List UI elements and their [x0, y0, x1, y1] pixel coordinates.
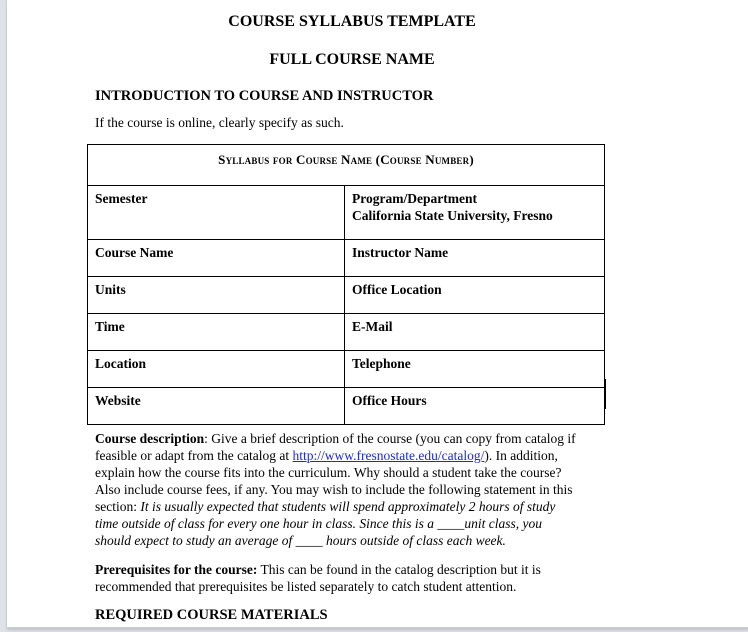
table-row	[88, 388, 605, 425]
office-hours-cell[interactable]: Office Hours	[345, 388, 605, 425]
office-location-cell[interactable]: Office Location	[345, 277, 605, 314]
units-cell[interactable]: Units	[88, 277, 345, 314]
course-description-label: Course description	[95, 431, 205, 446]
materials-heading: REQUIRED COURSE MATERIALS	[95, 607, 328, 623]
email-cell[interactable]: E-Mail	[345, 314, 605, 351]
program-department-cell[interactable]	[345, 186, 605, 240]
prerequisites-line: This can be found in the catalog description but it is	[257, 562, 541, 577]
table-row	[88, 186, 605, 240]
course-description-line: ). In addition,	[484, 448, 558, 463]
time-cell[interactable]: Time	[88, 314, 345, 351]
course-name-cell[interactable]: Course Name	[88, 240, 345, 277]
course-description-line: explain how the course fits into the curriculum. Why should a student take the course?	[95, 465, 562, 480]
prerequisites-label: Prerequisites for the course:	[95, 562, 258, 577]
study-statement-line: should expect to study an average of ____ hours outside of class each week.	[95, 533, 506, 548]
text-cursor	[604, 379, 606, 409]
document-page[interactable]	[6, 0, 748, 628]
course-description-line: : Give a brief description of the course (you can copy from catalog if	[204, 431, 576, 446]
catalog-link[interactable]: http://www.fresnostate.edu/catalog/	[292, 448, 485, 463]
syllabus-table-caption: Syllabus for Course Name (Course Number)	[88, 145, 605, 186]
semester-cell[interactable]: Semester	[88, 186, 345, 240]
prerequisites-paragraph[interactable]	[95, 561, 615, 595]
document-title: COURSE SYLLABUS TEMPLATE	[228, 13, 476, 30]
instructor-name-cell[interactable]: Instructor Name	[345, 240, 605, 277]
intro-note: If the course is online, clearly specify as such.	[95, 115, 344, 130]
website-cell[interactable]: Website	[88, 388, 345, 425]
table-row	[88, 351, 605, 388]
study-statement-line: time outside of class for every one hour in class. Since this is a ____unit class, you	[95, 516, 542, 531]
table-row	[88, 314, 605, 351]
prerequisites-line: recommended that prerequisites be listed separately to catch student attention.	[95, 579, 517, 594]
study-statement-line: It is usually expected that students will spend approximately 2 hours of study	[140, 499, 556, 514]
course-description-line: feasible or adapt from the catalog at	[95, 448, 293, 463]
course-name-heading: FULL COURSE NAME	[269, 51, 435, 68]
location-cell[interactable]: Location	[88, 351, 345, 388]
intro-heading: INTRODUCTION TO COURSE AND INSTRUCTOR	[95, 88, 434, 104]
syllabus-table[interactable]	[87, 144, 605, 425]
table-row	[88, 240, 605, 277]
course-description-line: Also include course fees, if any. You may wish to include the following statement in this	[95, 482, 573, 497]
course-description-paragraph[interactable]	[95, 430, 615, 549]
university-label: California State University, Fresno	[352, 208, 553, 223]
telephone-cell[interactable]: Telephone	[345, 351, 605, 388]
course-description-line: section:	[95, 499, 141, 514]
program-department-label: Program/Department	[352, 191, 477, 206]
table-row	[88, 277, 605, 314]
